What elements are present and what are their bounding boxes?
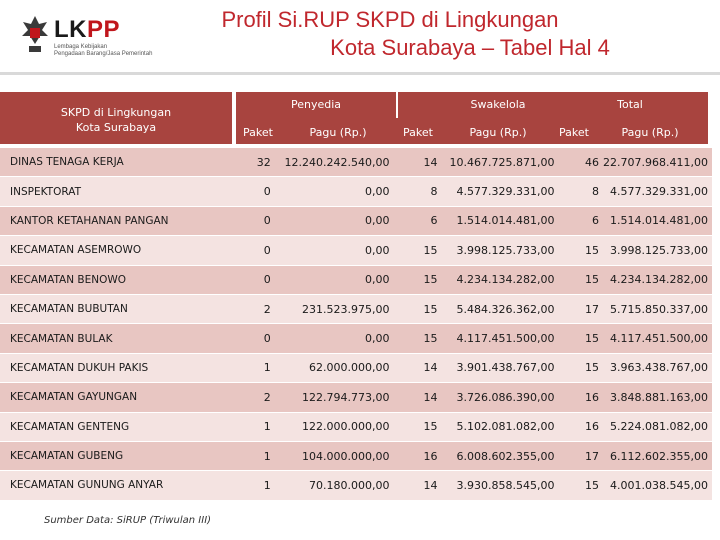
penyedia-pagu-cell: 62.000.000,00 (275, 353, 394, 382)
penyedia-pagu-cell: 122.000.000,00 (275, 412, 394, 441)
penyedia-pagu-cell: 122.794.773,00 (275, 383, 394, 412)
penyedia-paket-cell: 1 (223, 471, 275, 500)
skpd-name-cell: KECAMATAN GUBENG (0, 441, 223, 470)
table-row (0, 177, 712, 206)
total-pagu-cell: 3.848.881.163,00 (603, 383, 712, 412)
rup-table (0, 148, 712, 501)
sub-header-pagu-1: Pagu (Rp.) (309, 126, 367, 139)
swakelola-pagu-cell: 4.577.329.331,00 (442, 177, 559, 206)
swakelola-paket-cell: 16 (394, 441, 442, 470)
swakelola-pagu-cell: 1.514.014.481,00 (442, 206, 559, 235)
penyedia-pagu-cell: 104.000.000,00 (275, 441, 394, 470)
penyedia-pagu-cell: 0,00 (275, 265, 394, 294)
penyedia-pagu-cell: 0,00 (275, 206, 394, 235)
penyedia-paket-cell: 1 (223, 412, 275, 441)
table-row (0, 441, 712, 470)
total-pagu-cell: 4.001.038.545,00 (603, 471, 712, 500)
swakelola-pagu-cell: 6.008.602.355,00 (442, 441, 559, 470)
skpd-name-cell: KECAMATAN DUKUH PAKIS (0, 353, 223, 382)
total-paket-cell: 15 (558, 471, 603, 500)
penyedia-paket-cell: 0 (223, 236, 275, 265)
skpd-name-cell: KECAMATAN BUBUTAN (0, 294, 223, 323)
garuda-emblem-icon (20, 14, 50, 58)
title-line-2: Kota Surabaya – Tabel Hal 4 (330, 35, 610, 60)
penyedia-paket-cell: 0 (223, 265, 275, 294)
group-header-total-label: Total (617, 98, 643, 111)
total-paket-cell: 8 (558, 177, 603, 206)
total-paket-cell: 17 (558, 294, 603, 323)
penyedia-paket-cell: 0 (223, 206, 275, 235)
table-row (0, 148, 712, 177)
skpd-name-cell: INSPEKTORAT (0, 177, 223, 206)
total-pagu-cell: 22.707.968.411,00 (603, 148, 712, 177)
total-pagu-cell: 3.963.438.767,00 (603, 353, 712, 382)
table-row (0, 206, 712, 235)
total-paket-cell: 17 (558, 441, 603, 470)
total-pagu-cell: 5.224.081.082,00 (603, 412, 712, 441)
total-pagu-cell: 3.998.125.733,00 (603, 236, 712, 265)
logo-wordmark: LKPP (54, 16, 121, 43)
total-paket-cell: 15 (558, 236, 603, 265)
table-row (0, 412, 712, 441)
sub-header-paket-2: Paket (403, 126, 433, 139)
penyedia-pagu-cell: 0,00 (275, 324, 394, 353)
penyedia-pagu-cell: 0,00 (275, 177, 394, 206)
swakelola-paket-cell: 8 (394, 177, 442, 206)
total-pagu-cell: 4.117.451.500,00 (603, 324, 712, 353)
penyedia-paket-cell: 32 (223, 148, 275, 177)
total-paket-cell: 16 (558, 412, 603, 441)
total-pagu-cell: 6.112.602.355,00 (603, 441, 712, 470)
penyedia-paket-cell: 2 (223, 294, 275, 323)
penyedia-paket-cell: 2 (223, 383, 275, 412)
skpd-name-cell: KECAMATAN BENOWO (0, 265, 223, 294)
swakelola-paket-cell: 15 (394, 265, 442, 294)
swakelola-pagu-cell: 5.102.081.082,00 (442, 412, 559, 441)
table-row (0, 265, 712, 294)
swakelola-pagu-cell: 3.998.125.733,00 (442, 236, 559, 265)
penyedia-paket-cell: 1 (223, 441, 275, 470)
total-pagu-cell: 1.514.014.481,00 (603, 206, 712, 235)
swakelola-paket-cell: 14 (394, 471, 442, 500)
swakelola-paket-cell: 15 (394, 412, 442, 441)
total-paket-cell: 46 (558, 148, 603, 177)
penyedia-paket-cell: 0 (223, 177, 275, 206)
swakelola-paket-cell: 14 (394, 148, 442, 177)
rup-table-body (0, 148, 712, 500)
table-row (0, 294, 712, 323)
total-paket-cell: 6 (558, 206, 603, 235)
swakelola-pagu-cell: 3.726.086.390,00 (442, 383, 559, 412)
header-divider (0, 72, 720, 75)
swakelola-pagu-cell: 10.467.725.871,00 (442, 148, 559, 177)
penyedia-paket-cell: 1 (223, 353, 275, 382)
swakelola-pagu-cell: 5.484.326.362,00 (442, 294, 559, 323)
skpd-name-cell: DINAS TENAGA KERJA (0, 148, 223, 177)
sub-header-paket-3: Paket (559, 126, 589, 139)
skpd-name-cell: KECAMATAN ASEMROWO (0, 236, 223, 265)
table-row (0, 324, 712, 353)
swakelola-paket-cell: 15 (394, 236, 442, 265)
logo-subtitle: Lembaga Kebijakan Pengadaan Barang/Jasa Pemerintah (54, 44, 153, 57)
slide-header (0, 0, 720, 72)
source-note: Sumber Data: SiRUP (Triwulan III) (44, 515, 212, 526)
skpd-name-cell: KECAMATAN GAYUNGAN (0, 383, 223, 412)
swakelola-paket-cell: 14 (394, 353, 442, 382)
skpd-name-cell: KANTOR KETAHANAN PANGAN (0, 206, 223, 235)
total-pagu-cell: 4.234.134.282,00 (603, 265, 712, 294)
column-header-skpd-label: SKPD di Lingkungan Kota Surabaya (60, 106, 172, 134)
total-paket-cell: 15 (558, 265, 603, 294)
penyedia-pagu-cell: 0,00 (275, 236, 394, 265)
title-line-1: Profil Si.RUP SKPD di Lingkungan (221, 7, 559, 32)
swakelola-paket-cell: 15 (394, 324, 442, 353)
total-paket-cell: 15 (558, 324, 603, 353)
total-pagu-cell: 5.715.850.337,00 (603, 294, 712, 323)
swakelola-paket-cell: 15 (394, 294, 442, 323)
sub-header-paket-1: Paket (243, 126, 273, 139)
penyedia-pagu-cell: 12.240.242.540,00 (275, 148, 394, 177)
swakelola-paket-cell: 14 (394, 383, 442, 412)
penyedia-paket-cell: 0 (223, 324, 275, 353)
penyedia-pagu-cell: 231.523.975,00 (275, 294, 394, 323)
skpd-name-cell: KECAMATAN GENTENG (0, 412, 223, 441)
total-pagu-cell: 4.577.329.331,00 (603, 177, 712, 206)
swakelola-pagu-cell: 4.117.451.500,00 (442, 324, 559, 353)
total-paket-cell: 15 (558, 353, 603, 382)
sub-header-pagu-3: Pagu (Rp.) (621, 126, 679, 139)
table-row (0, 353, 712, 382)
table-row (0, 236, 712, 265)
skpd-name-cell: KECAMATAN GUNUNG ANYAR (0, 471, 223, 500)
table-row (0, 383, 712, 412)
penyedia-pagu-cell: 70.180.000,00 (275, 471, 394, 500)
group-header-penyedia-label: Penyedia (290, 98, 342, 111)
swakelola-pagu-cell: 3.901.438.767,00 (442, 353, 559, 382)
slide-title (160, 6, 700, 62)
swakelola-pagu-cell: 4.234.134.282,00 (442, 265, 559, 294)
swakelola-pagu-cell: 3.930.858.545,00 (442, 471, 559, 500)
group-header-swakelola-label: Swakelola (470, 98, 526, 111)
table-row (0, 471, 712, 500)
swakelola-paket-cell: 6 (394, 206, 442, 235)
sub-header-pagu-2: Pagu (Rp.) (469, 126, 527, 139)
skpd-name-cell: KECAMATAN BULAK (0, 324, 223, 353)
total-paket-cell: 16 (558, 383, 603, 412)
